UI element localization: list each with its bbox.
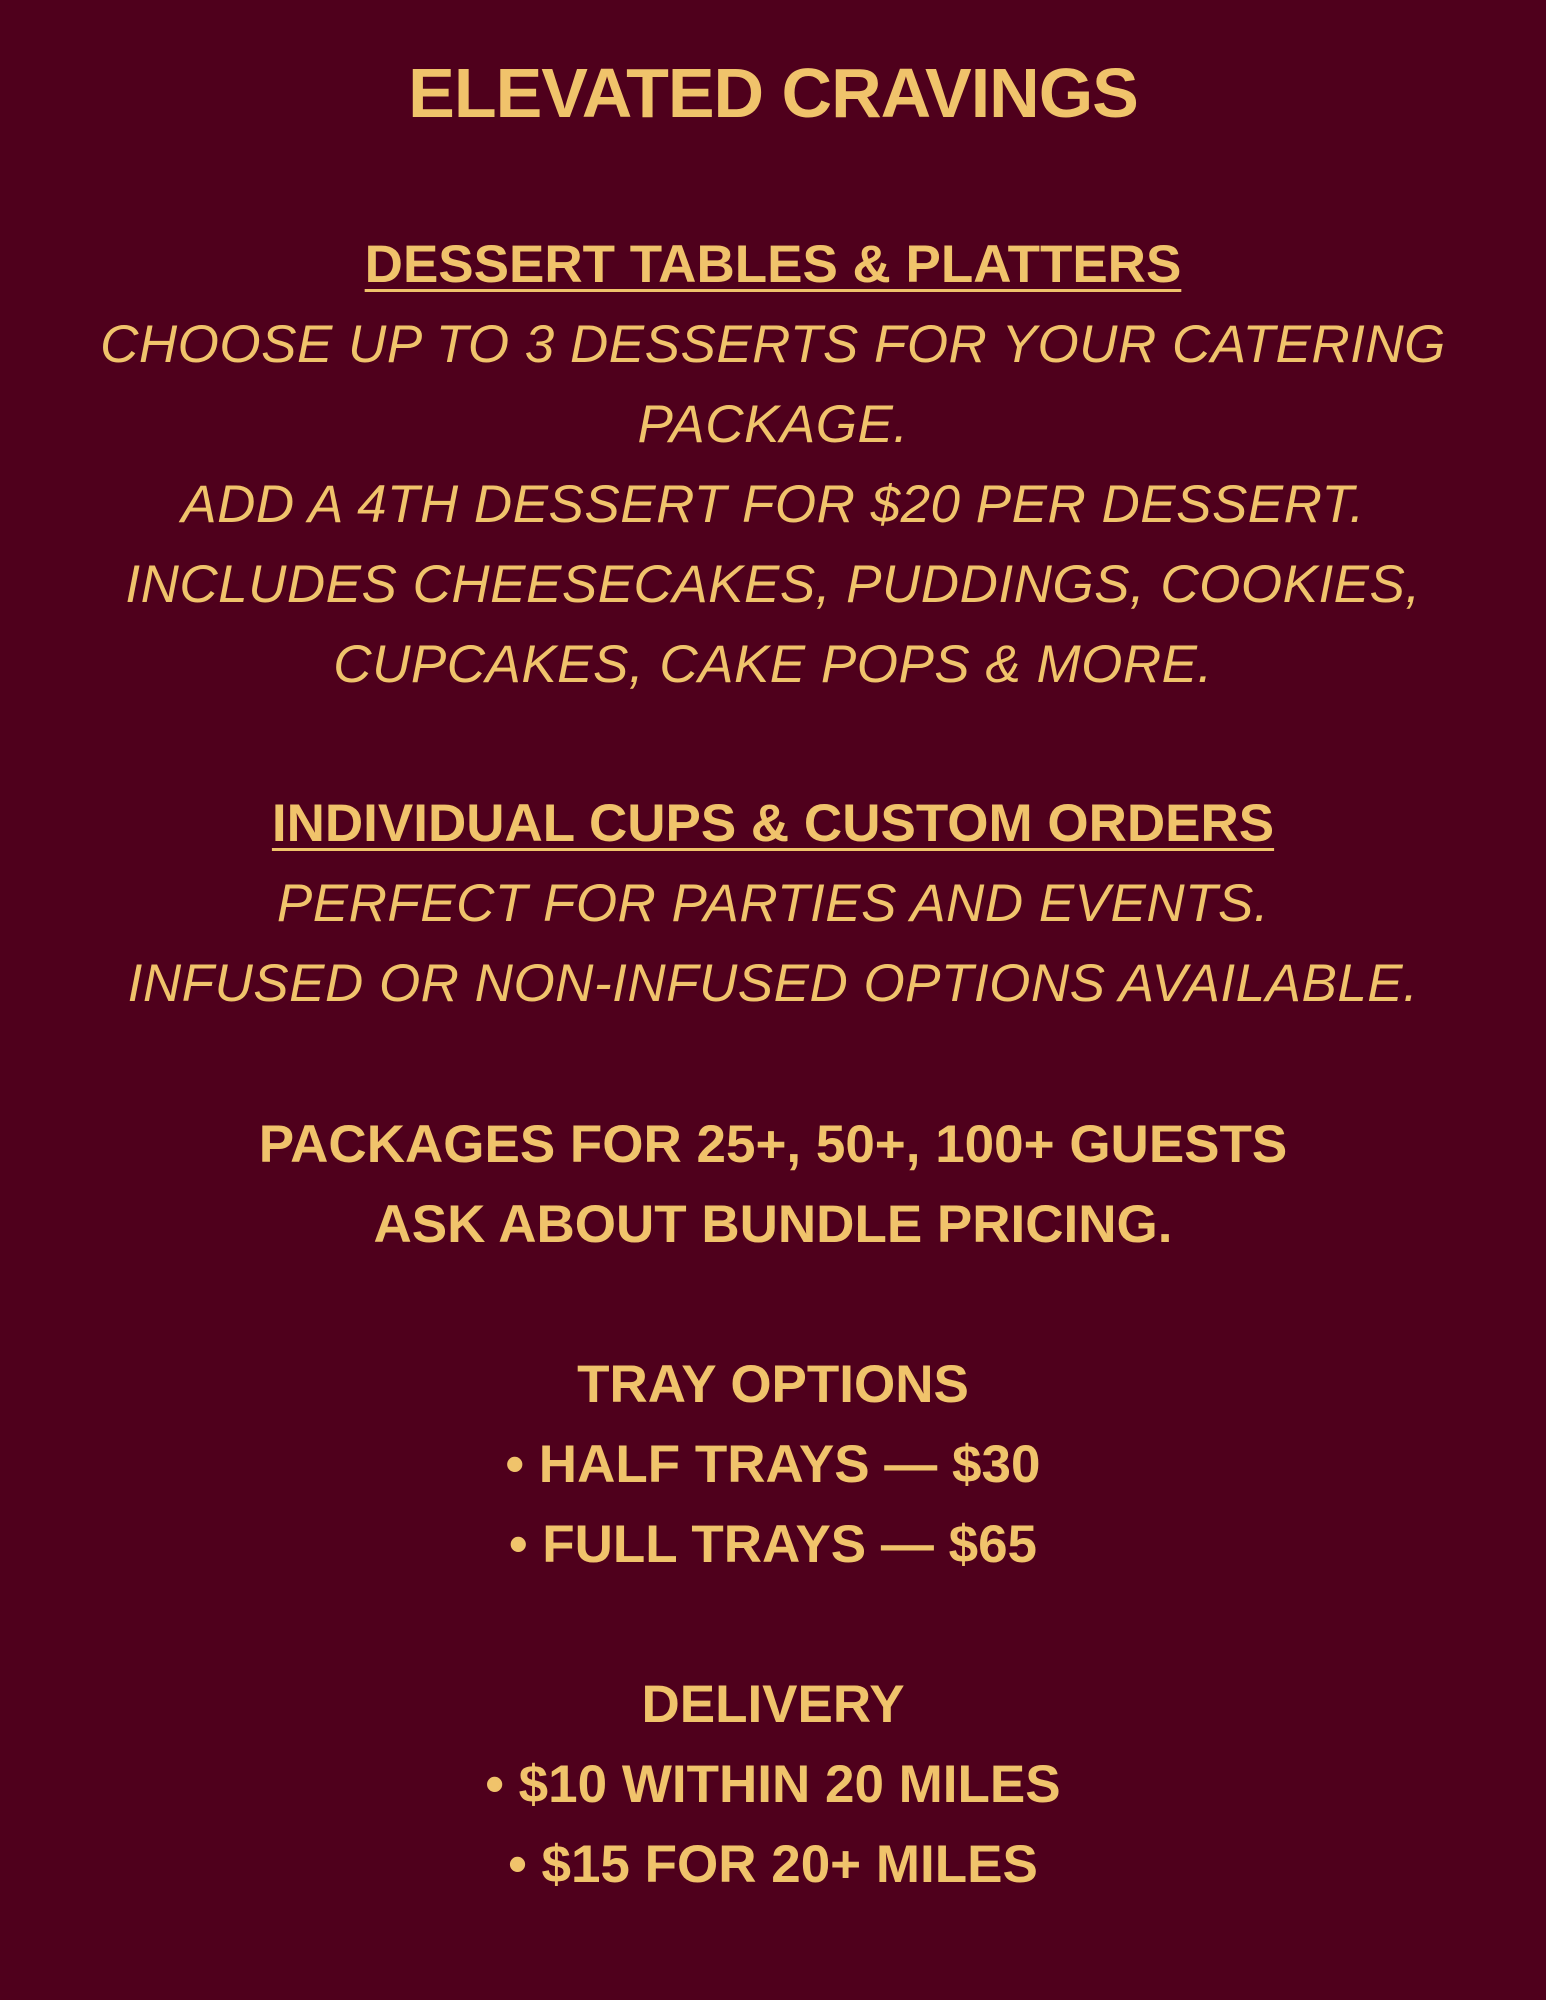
delivery-section: [0, 1665, 1546, 1905]
individual-cups-heading: INDIVIDUAL CUPS & CUSTOM ORDERS: [271, 794, 1275, 853]
delivery-item: • $10 WITHIN 20 MILES: [485, 1755, 1061, 1814]
packages-section: [0, 1105, 1546, 1265]
individual-cups-line: PERFECT FOR PARTIES AND EVENTS.: [276, 874, 1270, 933]
dessert-tables-line: PACKAGE.: [637, 395, 909, 454]
tray-options-heading: TRAY OPTIONS: [577, 1355, 969, 1414]
dessert-tables-heading: DESSERT TABLES & PLATTERS: [364, 235, 1182, 294]
tray-option-item: • HALF TRAYS — $30: [505, 1435, 1041, 1494]
individual-cups-line: INFUSED OR NON-INFUSED OPTIONS AVAILABLE.: [127, 954, 1419, 1013]
dessert-tables-section: [0, 225, 1546, 705]
tray-options-section: [0, 1345, 1546, 1585]
delivery-heading: DELIVERY: [641, 1675, 905, 1734]
individual-cups-section: [0, 784, 1546, 1024]
dessert-tables-line: CHOOSE UP TO 3 DESSERTS FOR YOUR CATERING: [100, 315, 1446, 374]
delivery-item: • $15 FOR 20+ MILES: [508, 1835, 1038, 1894]
dessert-tables-line: ADD A 4TH DESSERT FOR $20 PER DESSERT.: [181, 475, 1365, 534]
dessert-tables-line: CUPCAKES, CAKE POPS & MORE.: [333, 635, 1213, 694]
dessert-tables-line: INCLUDES CHEESECAKES, PUDDINGS, COOKIES,: [125, 555, 1421, 614]
page-title: ELEVATED CRAVINGS: [408, 54, 1138, 132]
tray-option-item: • FULL TRAYS — $65: [508, 1515, 1038, 1574]
packages-line: PACKAGES FOR 25+, 50+, 100+ GUESTS: [258, 1115, 1288, 1174]
packages-line: ASK ABOUT BUNDLE PRICING.: [373, 1195, 1173, 1254]
